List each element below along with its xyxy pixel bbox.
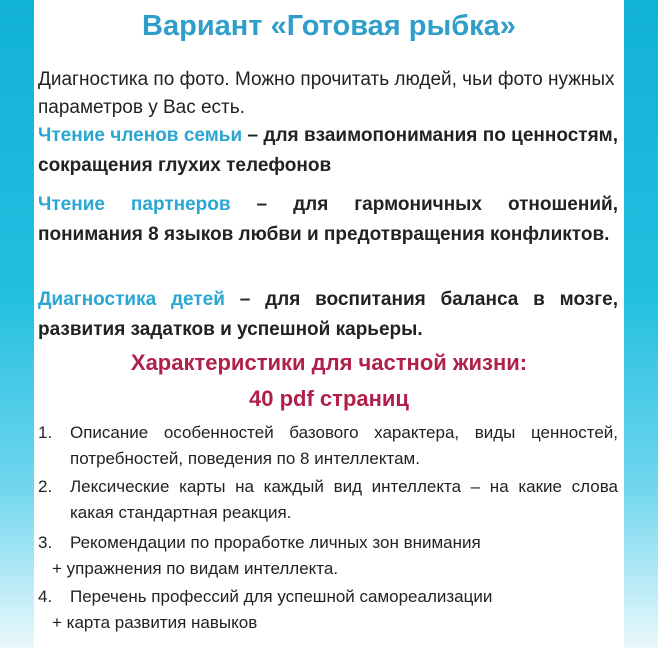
subtitle-line-1: Характеристики для частной жизни: <box>130 350 528 375</box>
list-item-3 <box>38 530 618 582</box>
section-partners-text: – для гармоничных отношений, понимания 8 языков любви и предотвращения конфликтов. <box>38 194 618 245</box>
slide-content <box>34 0 624 648</box>
right-border-stripe <box>624 0 658 648</box>
list-item-4-line-1: Перечень профессий для успешной самореализации <box>70 587 493 606</box>
section-family-text: – для взаимопонимания по ценностям, сокращения глухих телефонов <box>38 125 619 176</box>
subtitle-line-2: 40 pdf страниц <box>249 386 409 411</box>
list-item-4-number: 4. <box>38 587 53 606</box>
list-item-1 <box>38 420 618 472</box>
section-partners <box>38 190 618 250</box>
list-item-3-line-2: + упражнения по видам интеллекта. <box>52 559 339 578</box>
list-item-2 <box>38 474 618 526</box>
list-item-4 <box>38 584 618 636</box>
list-item-2-number: 2. <box>38 477 53 496</box>
section-family <box>38 121 618 181</box>
list-item-2-text: Лексические карты на каждый вид интеллекта – на какие слова какая стандартная реакция. <box>70 477 618 522</box>
section-children-title: Диагностика детей <box>38 289 225 310</box>
list-item-4-line-2: + карта развития навыков <box>52 613 258 632</box>
page-title: Вариант «Готовая рыбка» <box>142 10 516 42</box>
list-item-1-text: Описание особенностей базового характера, виды ценностей, потребностей, поведения по 8 интеллектам. <box>70 423 618 468</box>
list-item-3-number: 3. <box>38 533 53 552</box>
section-children-text: – для воспитания баланса в мозге, развития задатков и успешной карьеры. <box>38 289 618 340</box>
section-children <box>38 285 618 345</box>
intro-text: Диагностика по фото. Можно прочитать людей, чьи фото нужных параметров у Вас есть. <box>38 69 615 118</box>
list-item-3-line-1: Рекомендации по проработке личных зон внимания <box>70 533 481 552</box>
section-family-title: Чтение членов семьи <box>38 125 243 146</box>
section-partners-title: Чтение партнеров <box>38 194 231 215</box>
left-border-stripe <box>0 0 34 648</box>
list-item-1-number: 1. <box>38 423 53 442</box>
